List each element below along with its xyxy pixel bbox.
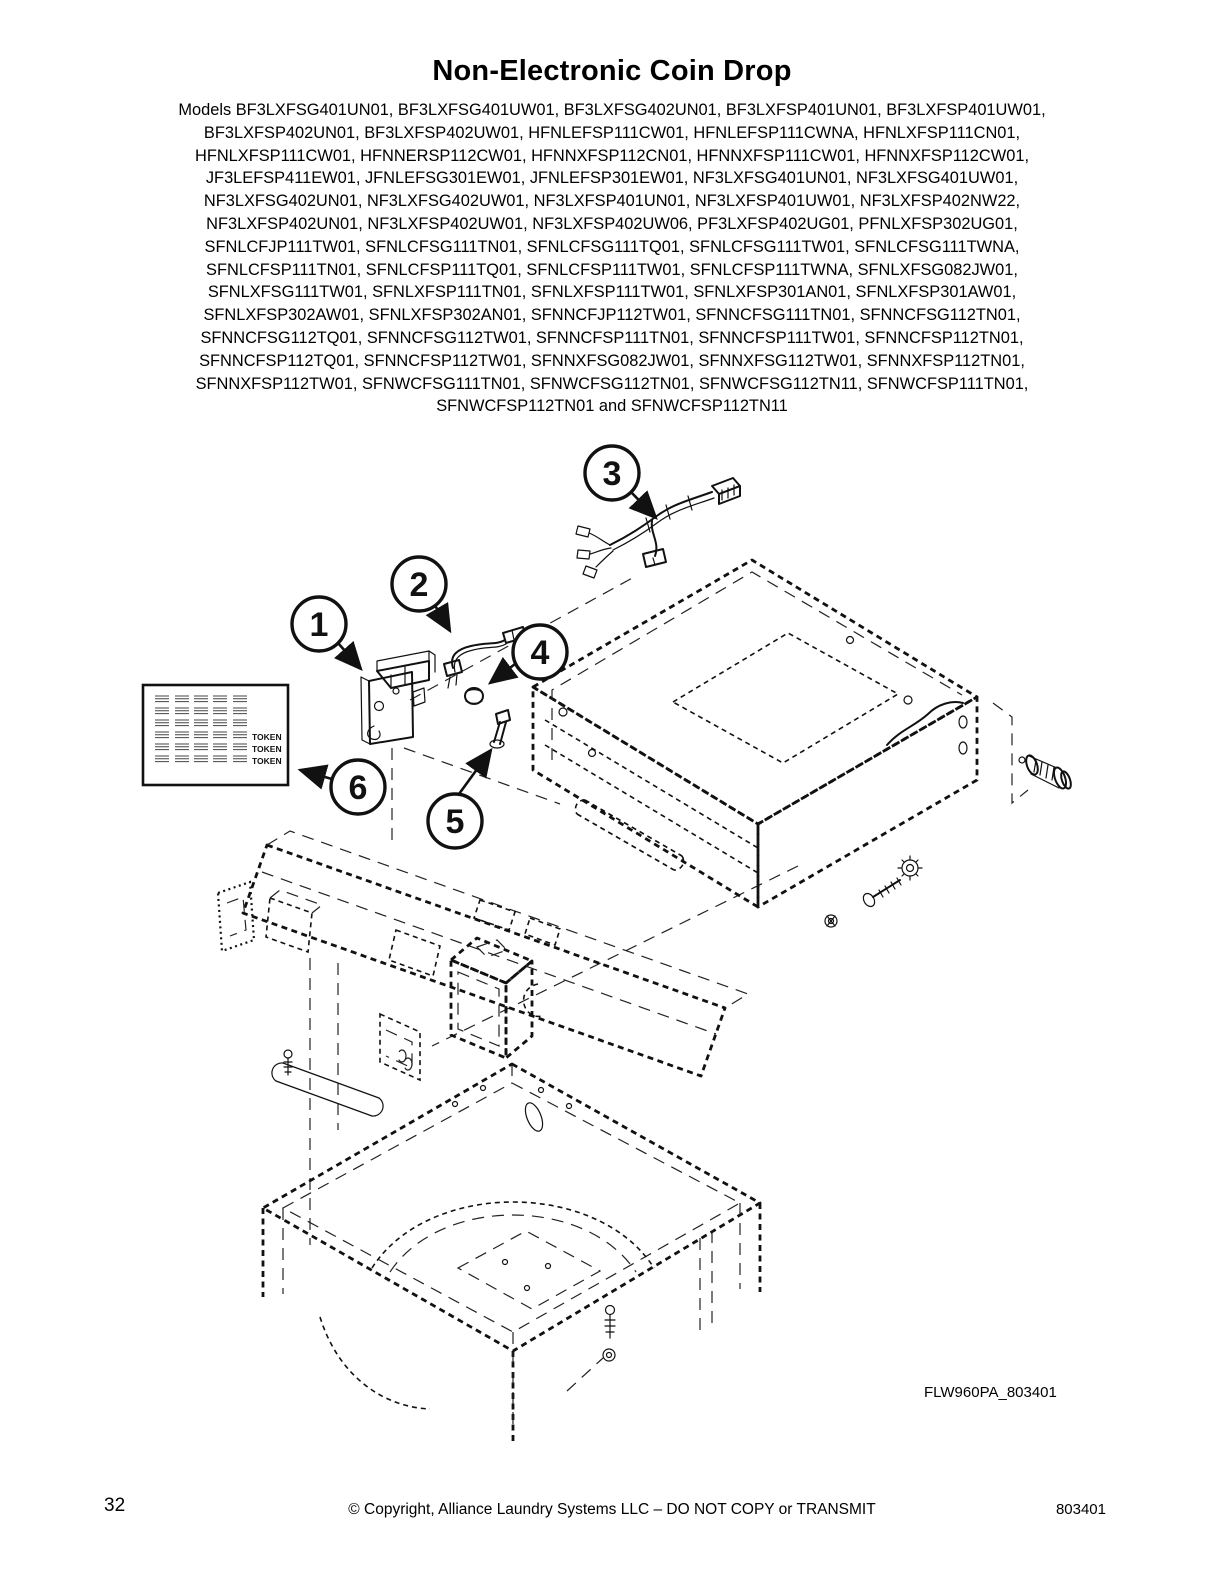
drum-opening-arc — [372, 1202, 654, 1268]
callout-3-arrow — [631, 492, 656, 518]
model-line: SFNLXFSP302AW01, SFNLXFSP302AN01, SFNNCFJP112TW01, SFNNCFSG111TN01, SFNNCFSG112TN01, — [203, 306, 1021, 325]
screw-icon — [861, 878, 901, 909]
callout-2-number: 2 — [409, 566, 429, 604]
callout-2 — [392, 557, 450, 631]
panel-screw-icon — [284, 1050, 292, 1075]
callout-5-arrow — [459, 750, 491, 794]
figure-code: FLW960PA_803401 — [924, 1384, 1057, 1401]
copyright-line: © Copyright, Alliance Laundry Systems LLC – DO NOT COPY or TRANSMIT — [348, 1501, 876, 1518]
model-line: SFNNXFSP112TW01, SFNWCFSG111TN01, SFNWCFSG112TN01, SFNWCFSG112TN11, SFNWCFSP111TN01, — [195, 374, 1029, 393]
plate-hole — [375, 702, 384, 711]
page-title: Non-Electronic Coin Drop — [432, 55, 792, 87]
grommet — [465, 688, 483, 704]
rim-slot — [522, 1100, 546, 1133]
control-hood — [530, 560, 977, 907]
panel-tab — [525, 918, 560, 945]
cover-plate — [218, 882, 254, 951]
small-screw-icon — [825, 915, 837, 927]
model-line: Models BF3LXFSG401UN01, BF3LXFSG401UW01, BF3LXFSG402UN01, BF3LXFSP401UN01, BF3LXFSP401UW01, — [178, 101, 1046, 119]
harness-terminal — [577, 550, 590, 559]
panel-tab — [474, 900, 515, 930]
mounting-hole — [589, 750, 596, 757]
lock-washer-icon — [898, 856, 922, 880]
alignment-leaders — [310, 576, 1028, 1245]
panel-cutout — [389, 930, 440, 976]
model-line: HFNLXFSP111CW01, HFNNERSP112CW01, HFNNXFSP112CN01, HFNNXFSP111CW01, HFNNXFSP112CW01, — [194, 146, 1030, 165]
doc-number: 803401 — [1055, 1501, 1106, 1518]
callout-1-arrow — [338, 643, 361, 669]
callout-6 — [300, 760, 385, 814]
model-line: SFNLXFSG111TW01, SFNLXFSP111TN01, SFNLXFSP111TW01, SFNLXFSP301AN01, SFNLXFSP301AW01, — [207, 283, 1017, 302]
model-line: JF3LEFSP411EW01, JFNLEFSG301EW01, JFNLEFSP301EW01, NF3LXFSG401UN01, NF3LXFSG401UW01, — [205, 169, 1019, 188]
callout-5 — [428, 750, 491, 848]
callout-6-number: 6 — [348, 769, 368, 807]
page-number: 32 — [104, 1495, 126, 1516]
mounting-hole — [559, 708, 567, 716]
lock-hole — [959, 742, 967, 754]
callout-3 — [585, 446, 656, 518]
model-line: SFNWCFSP112TN01 and SFNWCFSP112TN11 — [436, 397, 788, 416]
model-line: SFNNCFSG112TQ01, SFNNCFSG112TW01, SFNNCFSP111TN01, SFNNCFSP111TW01, SFNNCFSP112TN01, — [200, 328, 1024, 347]
harness-terminal — [583, 566, 597, 578]
token-label — [143, 685, 288, 785]
callout-6-arrow — [300, 770, 332, 779]
callout-4-number: 4 — [530, 634, 550, 672]
token-text: TOKEN — [252, 744, 282, 754]
ground-wire — [887, 702, 963, 745]
callout-5-number: 5 — [445, 803, 465, 841]
coin-chute-bracket — [380, 1014, 420, 1080]
token-text: TOKEN — [252, 756, 282, 766]
base-plate — [458, 1231, 600, 1309]
mounting-hole — [847, 637, 854, 644]
control-panel — [218, 831, 748, 1116]
lock-cylinder — [1019, 754, 1073, 790]
harness-terminal — [576, 526, 590, 537]
model-line: SFNLCFJP111TW01, SFNLCFSG111TN01, SFNLCFSG111TQ01, SFNLCFSG111TW01, SFNLCFSG111TWNA, — [204, 237, 1020, 256]
model-line: SFNLCFSP111TN01, SFNLCFSP111TQ01, SFNLCFSP111TW01, SFNLCFSP111TWNA, SFNLXFSG082JW01, — [206, 260, 1018, 279]
cabinet-screw-icon — [567, 1306, 615, 1392]
token-text: TOKEN — [252, 732, 282, 742]
hood-fasteners — [825, 754, 1073, 927]
mounting-hole — [904, 696, 912, 704]
lock-hole — [959, 716, 967, 728]
callout-3-number: 3 — [602, 455, 622, 493]
model-line: SFNNCFSP112TQ01, SFNNCFSP112TW01, SFNNXFSG082JW01, SFNNXFSG112TW01, SFNNXFSP112TN01, — [199, 351, 1025, 370]
coin-drop-assembly — [361, 651, 435, 744]
callout-1 — [292, 597, 361, 669]
model-line: NF3LXFSP402UN01, NF3LXFSP402UW01, NF3LXFSP402UW06, PF3LXFSP402UG01, PFNLXFSP302UG01, — [206, 214, 1018, 233]
cabinet-shell — [263, 1064, 760, 1441]
callout-1-number: 1 — [309, 606, 329, 644]
plate-hole — [393, 688, 399, 694]
retainer-clip — [490, 710, 510, 748]
callout-4 — [490, 625, 567, 683]
model-line: NF3LXFSG402UN01, NF3LXFSG402UW01, NF3LXFSP401UN01, NF3LXFSP401UW01, NF3LXFSP402NW22, — [203, 192, 1021, 211]
front-panel-arc — [320, 1317, 430, 1409]
model-line: BF3LXFSP402UN01, BF3LXFSP402UW01, HFNLEFSP111CW01, HFNLEFSP111CWNA, HFNLXFSP111CN01, — [203, 123, 1021, 142]
